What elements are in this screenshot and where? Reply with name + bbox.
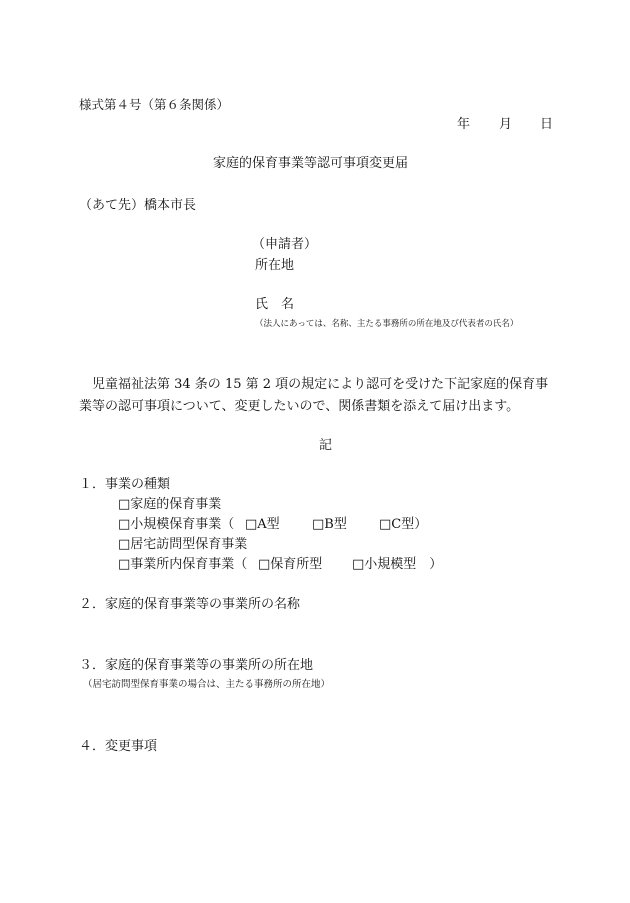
applicant-label: （申請者） [252,237,318,252]
option-jigyosho: □事業所内保育事業（ [118,557,248,572]
document-title: 家庭的保育事業等認可事項変更届 [213,156,409,171]
option-hoikusho-gata: □保育所型 [258,557,323,572]
option-c-type: □C型） [379,517,428,532]
body-line-2: 業等の認可事項について、変更したいので、関係書類を添えて届け出ます。 [79,399,520,414]
date-day: 日 [540,117,554,132]
date-year: 年 [457,117,471,132]
option-b-type: □B型 [312,517,347,532]
option-shokibo: □小規模保育事業（ [118,517,235,532]
option-a-type: □A型 [245,517,280,532]
section-2-heading: ２．家庭的保育事業等の事業所の名称 [79,597,301,612]
section-3-heading: ３．家庭的保育事業等の事業所の所在地 [79,658,314,673]
option-kyotaku: □居宅訪問型保育事業 [118,537,248,552]
date-month: 月 [499,117,513,132]
option-shokibo-gata: □小規模型 ） [352,557,443,572]
address-label: 所在地 [255,258,295,273]
body-line-1: 児童福祉法第 34 条の 15 第 2 項の規定により認可を受けた下記家庭的保育事 [92,377,549,392]
option-kateiteki: □家庭的保育事業 [118,497,222,512]
section-4-heading: ４．変更事項 [79,739,158,754]
name-note: （法人にあっては、名称、主たる事務所の所在地及び代表者の氏名） [255,319,519,329]
name-label: 氏 名 [255,297,295,312]
form-number: 様式第４号（第６条関係） [79,97,230,112]
ki-heading: 記 [319,438,333,453]
section-1-heading: １．事業の種類 [79,477,171,492]
addressee: （あて先）橋本市長 [79,198,197,213]
section-3-note: （居宅訪問型保育事業の場合は、主たる事務所の所在地） [83,679,331,690]
